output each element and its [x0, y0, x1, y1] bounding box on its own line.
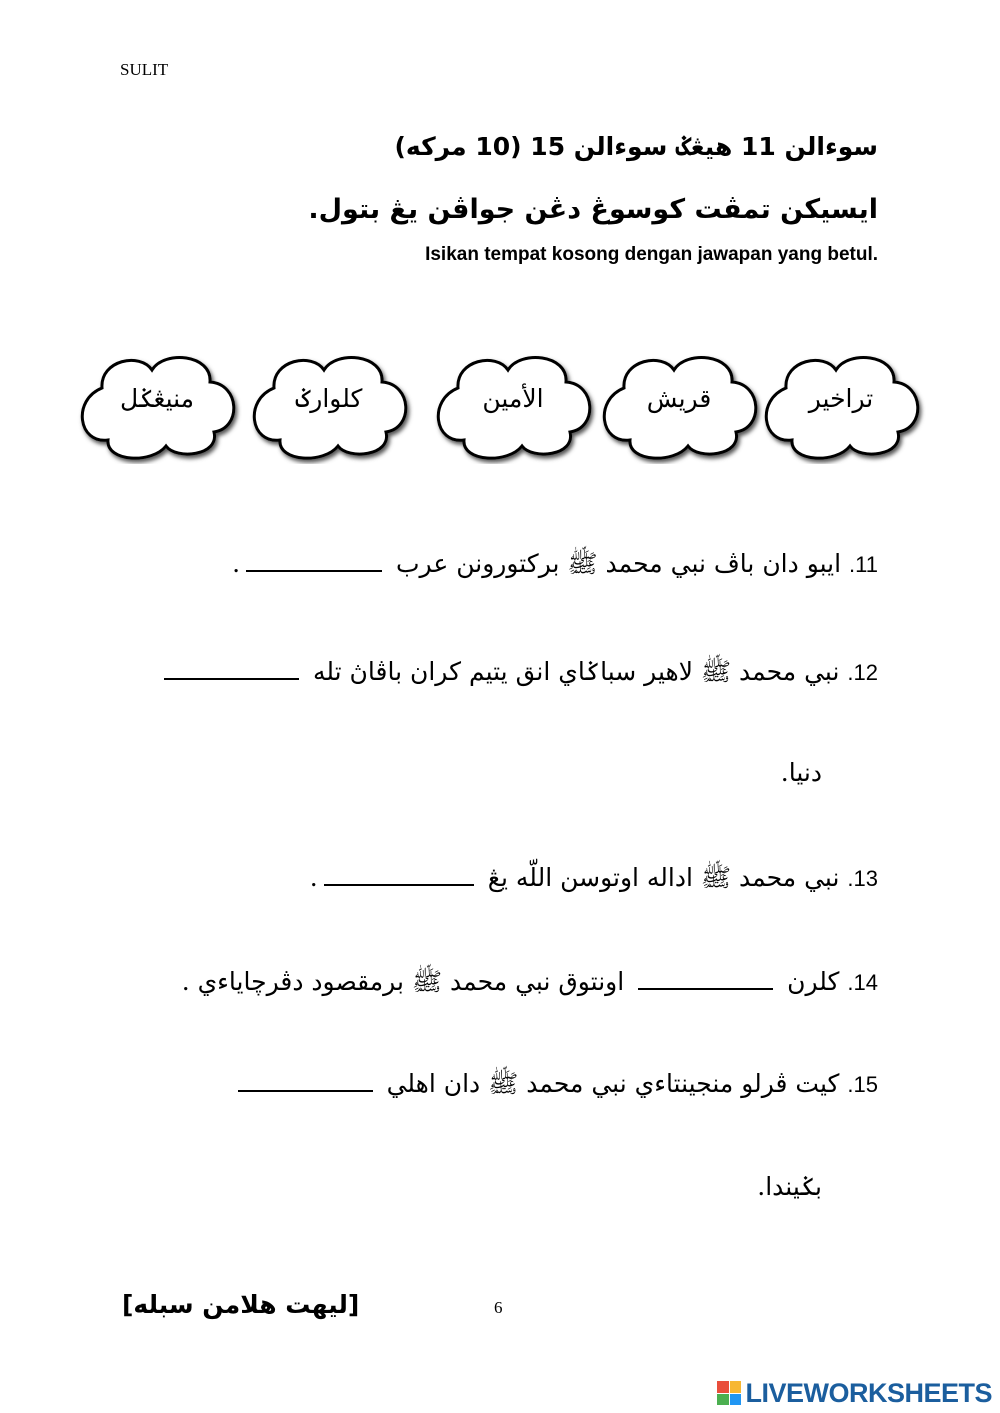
question-11: [232, 548, 878, 585]
logo-badge-icon: [717, 1381, 741, 1405]
word-bank-item: قريش: [646, 384, 712, 413]
question-13: [310, 862, 878, 899]
word-bank-item: منيڠݢل: [119, 384, 195, 413]
question-text-end: .: [232, 549, 241, 578]
word-bank-cloud: [756, 348, 926, 464]
answer-blank[interactable]: [324, 866, 474, 886]
answer-blank[interactable]: [638, 970, 773, 990]
question-text-end: اونتوق نبي محمد ﷺ برمقصود دڤرچاياءي .: [181, 967, 625, 996]
question-text: ايبو دان باڤ نبي محمد ﷺ بركتورونن عرب: [396, 549, 842, 578]
question-text: كيت ڤرلو منجينتاءي نبي محمد ﷺ دان اهلي: [386, 1069, 840, 1098]
answer-blank[interactable]: [164, 660, 299, 680]
word-bank-item: كلوارݢ: [295, 384, 363, 413]
question-number: 11.: [849, 552, 878, 577]
word-bank-cloud: [428, 348, 598, 464]
question-number: 12.: [847, 660, 878, 685]
question-15: [232, 1068, 878, 1105]
logo-text: LIVEWORKSHEETS: [745, 1377, 992, 1408]
question-14: [182, 966, 878, 1003]
question-15-continuation: بݢيندا.: [757, 1172, 822, 1201]
section-title: سوءالن 11 هيڠݢ سوءالن 15 (10 مركه): [394, 132, 878, 161]
turn-page-note: [ليهت هلامن سبله]: [122, 1290, 360, 1319]
question-12: [158, 656, 878, 693]
word-bank-item: الأمين: [482, 384, 544, 413]
question-number: 14.: [847, 970, 878, 995]
instruction-jawi: ايسيكن تمڤت كوسوڠ دڠن جواڤن يڠ بتول.: [308, 194, 878, 225]
question-number: 13.: [847, 866, 878, 891]
answer-blank[interactable]: [238, 1072, 373, 1092]
question-12-continuation: دنيا.: [780, 758, 822, 787]
question-text-end: .: [309, 863, 318, 892]
answer-blank[interactable]: [246, 552, 382, 572]
question-text: كلرن: [787, 967, 840, 996]
question-text: نبي محمد ﷺ لاهير سباݢاي انق يتيم كران باڤاڽ تله: [312, 657, 840, 686]
word-bank-cloud: [594, 348, 764, 464]
word-bank-cloud: [72, 348, 242, 464]
question-number: 15.: [847, 1072, 878, 1097]
word-bank-item: تراخير: [808, 384, 874, 413]
word-bank-cloud: [244, 348, 414, 464]
page-number: 6: [494, 1298, 503, 1317]
question-text: نبي محمد ﷺ اداله اوتوسن اللّه يڠ: [487, 863, 840, 892]
instruction-latin: Isikan tempat kosong dengan jawapan yang betul.: [425, 244, 878, 265]
liveworksheets-logo: [717, 1378, 992, 1408]
classification-label: SULIT: [120, 60, 169, 79]
